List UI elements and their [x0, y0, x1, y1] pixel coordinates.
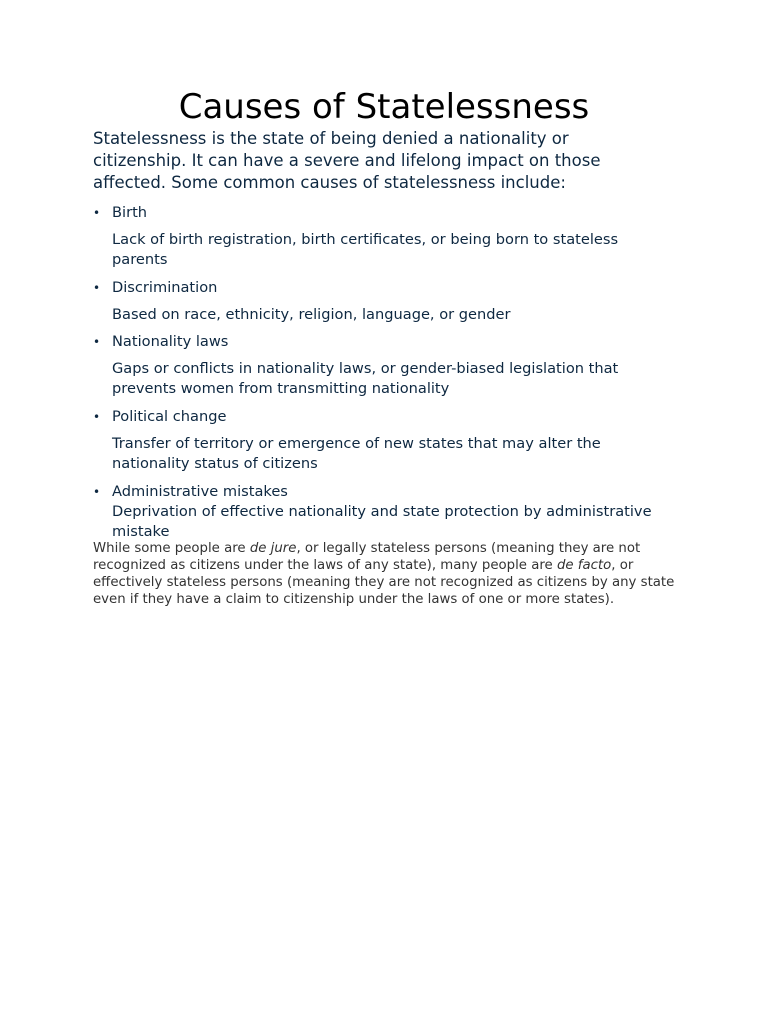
cause-heading: Nationality laws: [112, 333, 229, 350]
de-jure-term: de jure: [249, 541, 297, 556]
bullet-icon: •: [93, 281, 101, 295]
cause-heading: Birth: [112, 204, 148, 221]
cause-description: Gaps or conflicts in nationality laws, or gender-biased legislation that prevents women from transmitting nationality: [112, 360, 619, 397]
bullet-icon: •: [93, 335, 101, 349]
closing-paragraph: [93, 540, 683, 608]
cause-heading: Political change: [112, 408, 227, 425]
cause-heading: Administrative mistakes: [112, 483, 288, 500]
closing-text-3: , or effectively stateless persons (meaning they are not recognized as citizens by any state even if they have a claim to citizenship under the laws of one or more states).: [93, 558, 675, 607]
cause-description: Transfer of territory or emergence of new states that may alter the nationality status of citizens: [112, 435, 601, 472]
bullet-icon: •: [93, 485, 101, 499]
page-title: Causes of Statelessness: [178, 87, 590, 127]
bullet-icon: •: [93, 410, 101, 424]
closing-text-2: , or legally stateless persons (meaning they are not recognized as citizens under the laws of any state), many people are: [93, 541, 641, 573]
bullet-icon: •: [93, 206, 101, 220]
closing-text-1: While some people are: [93, 541, 250, 556]
cause-description: Based on race, ethnicity, religion, language, or gender: [112, 306, 511, 323]
cause-description: Deprivation of effective nationality and state protection by administrative mistake: [112, 503, 652, 540]
intro-paragraph: Statelessness is the state of being denied a nationality or citizenship. It can have a severe and lifelong impact on those affected. Some common causes of statelessness include:: [93, 129, 601, 192]
cause-description: Lack of birth registration, birth certificates, or being born to stateless parents: [112, 231, 619, 268]
cause-heading: Discrimination: [112, 279, 218, 296]
de-facto-term: de facto: [556, 558, 612, 573]
